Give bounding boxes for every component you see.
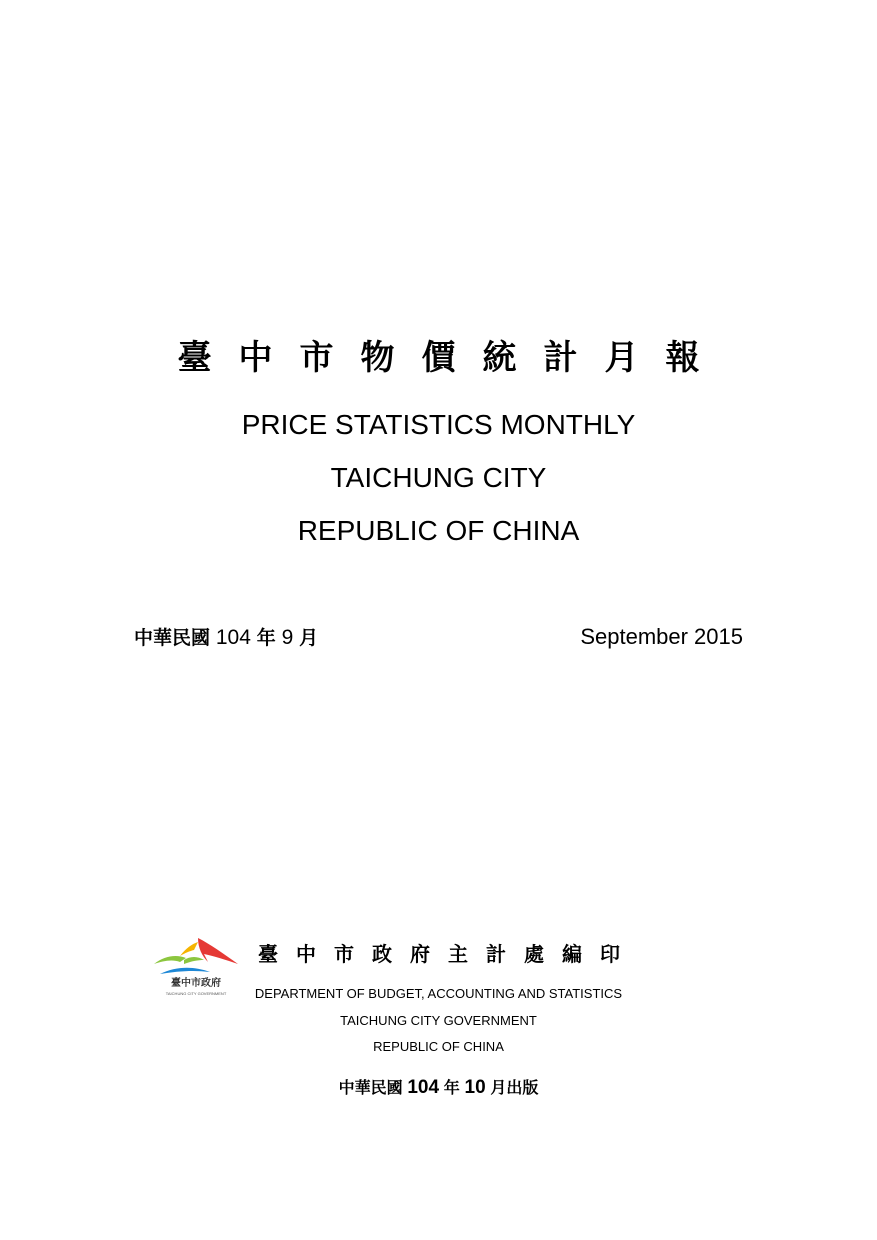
logo-text: 臺中市政府: [171, 978, 221, 989]
publisher-english-line2: TAICHUNG CITY GOVERNMENT: [340, 1013, 537, 1028]
publisher-english-line1: DEPARTMENT OF BUDGET, ACCOUNTING AND STATISTICS: [254, 986, 623, 1001]
issue-month: 9: [281, 626, 294, 649]
publication-month: 10: [464, 1077, 486, 1098]
issue-era: 中華民國: [134, 627, 211, 649]
title-english-line2: TAICHUNG CITY: [330, 462, 547, 493]
issue-month-unit: 月: [299, 627, 319, 649]
publication-era: 中華民國: [338, 1078, 403, 1097]
issue-year: 104: [215, 626, 251, 649]
publication-year-unit: 年: [443, 1078, 460, 1097]
publication-date: [0, 1075, 877, 1101]
publication-suffix: 月出版: [490, 1078, 539, 1097]
publication-year: 104: [407, 1077, 440, 1098]
publisher-english-line3: REPUBLIC OF CHINA: [373, 1039, 504, 1054]
issue-year-unit: 年: [256, 627, 276, 649]
logo-subtext: TAICHUNG CITY GOVERNMENT: [165, 991, 227, 996]
publisher-chinese: 臺中市政府主計處編印: [258, 942, 638, 966]
title-chinese: 臺中市物價統計月報: [177, 338, 727, 378]
title-english-line1: PRICE STATISTICS MONTHLY: [241, 409, 636, 440]
issue-date-chinese: [134, 624, 318, 652]
title-english-line3: REPUBLIC OF CHINA: [297, 515, 580, 546]
issue-date-english: September 2015: [580, 624, 743, 649]
logo-mark-icon: [150, 934, 242, 980]
